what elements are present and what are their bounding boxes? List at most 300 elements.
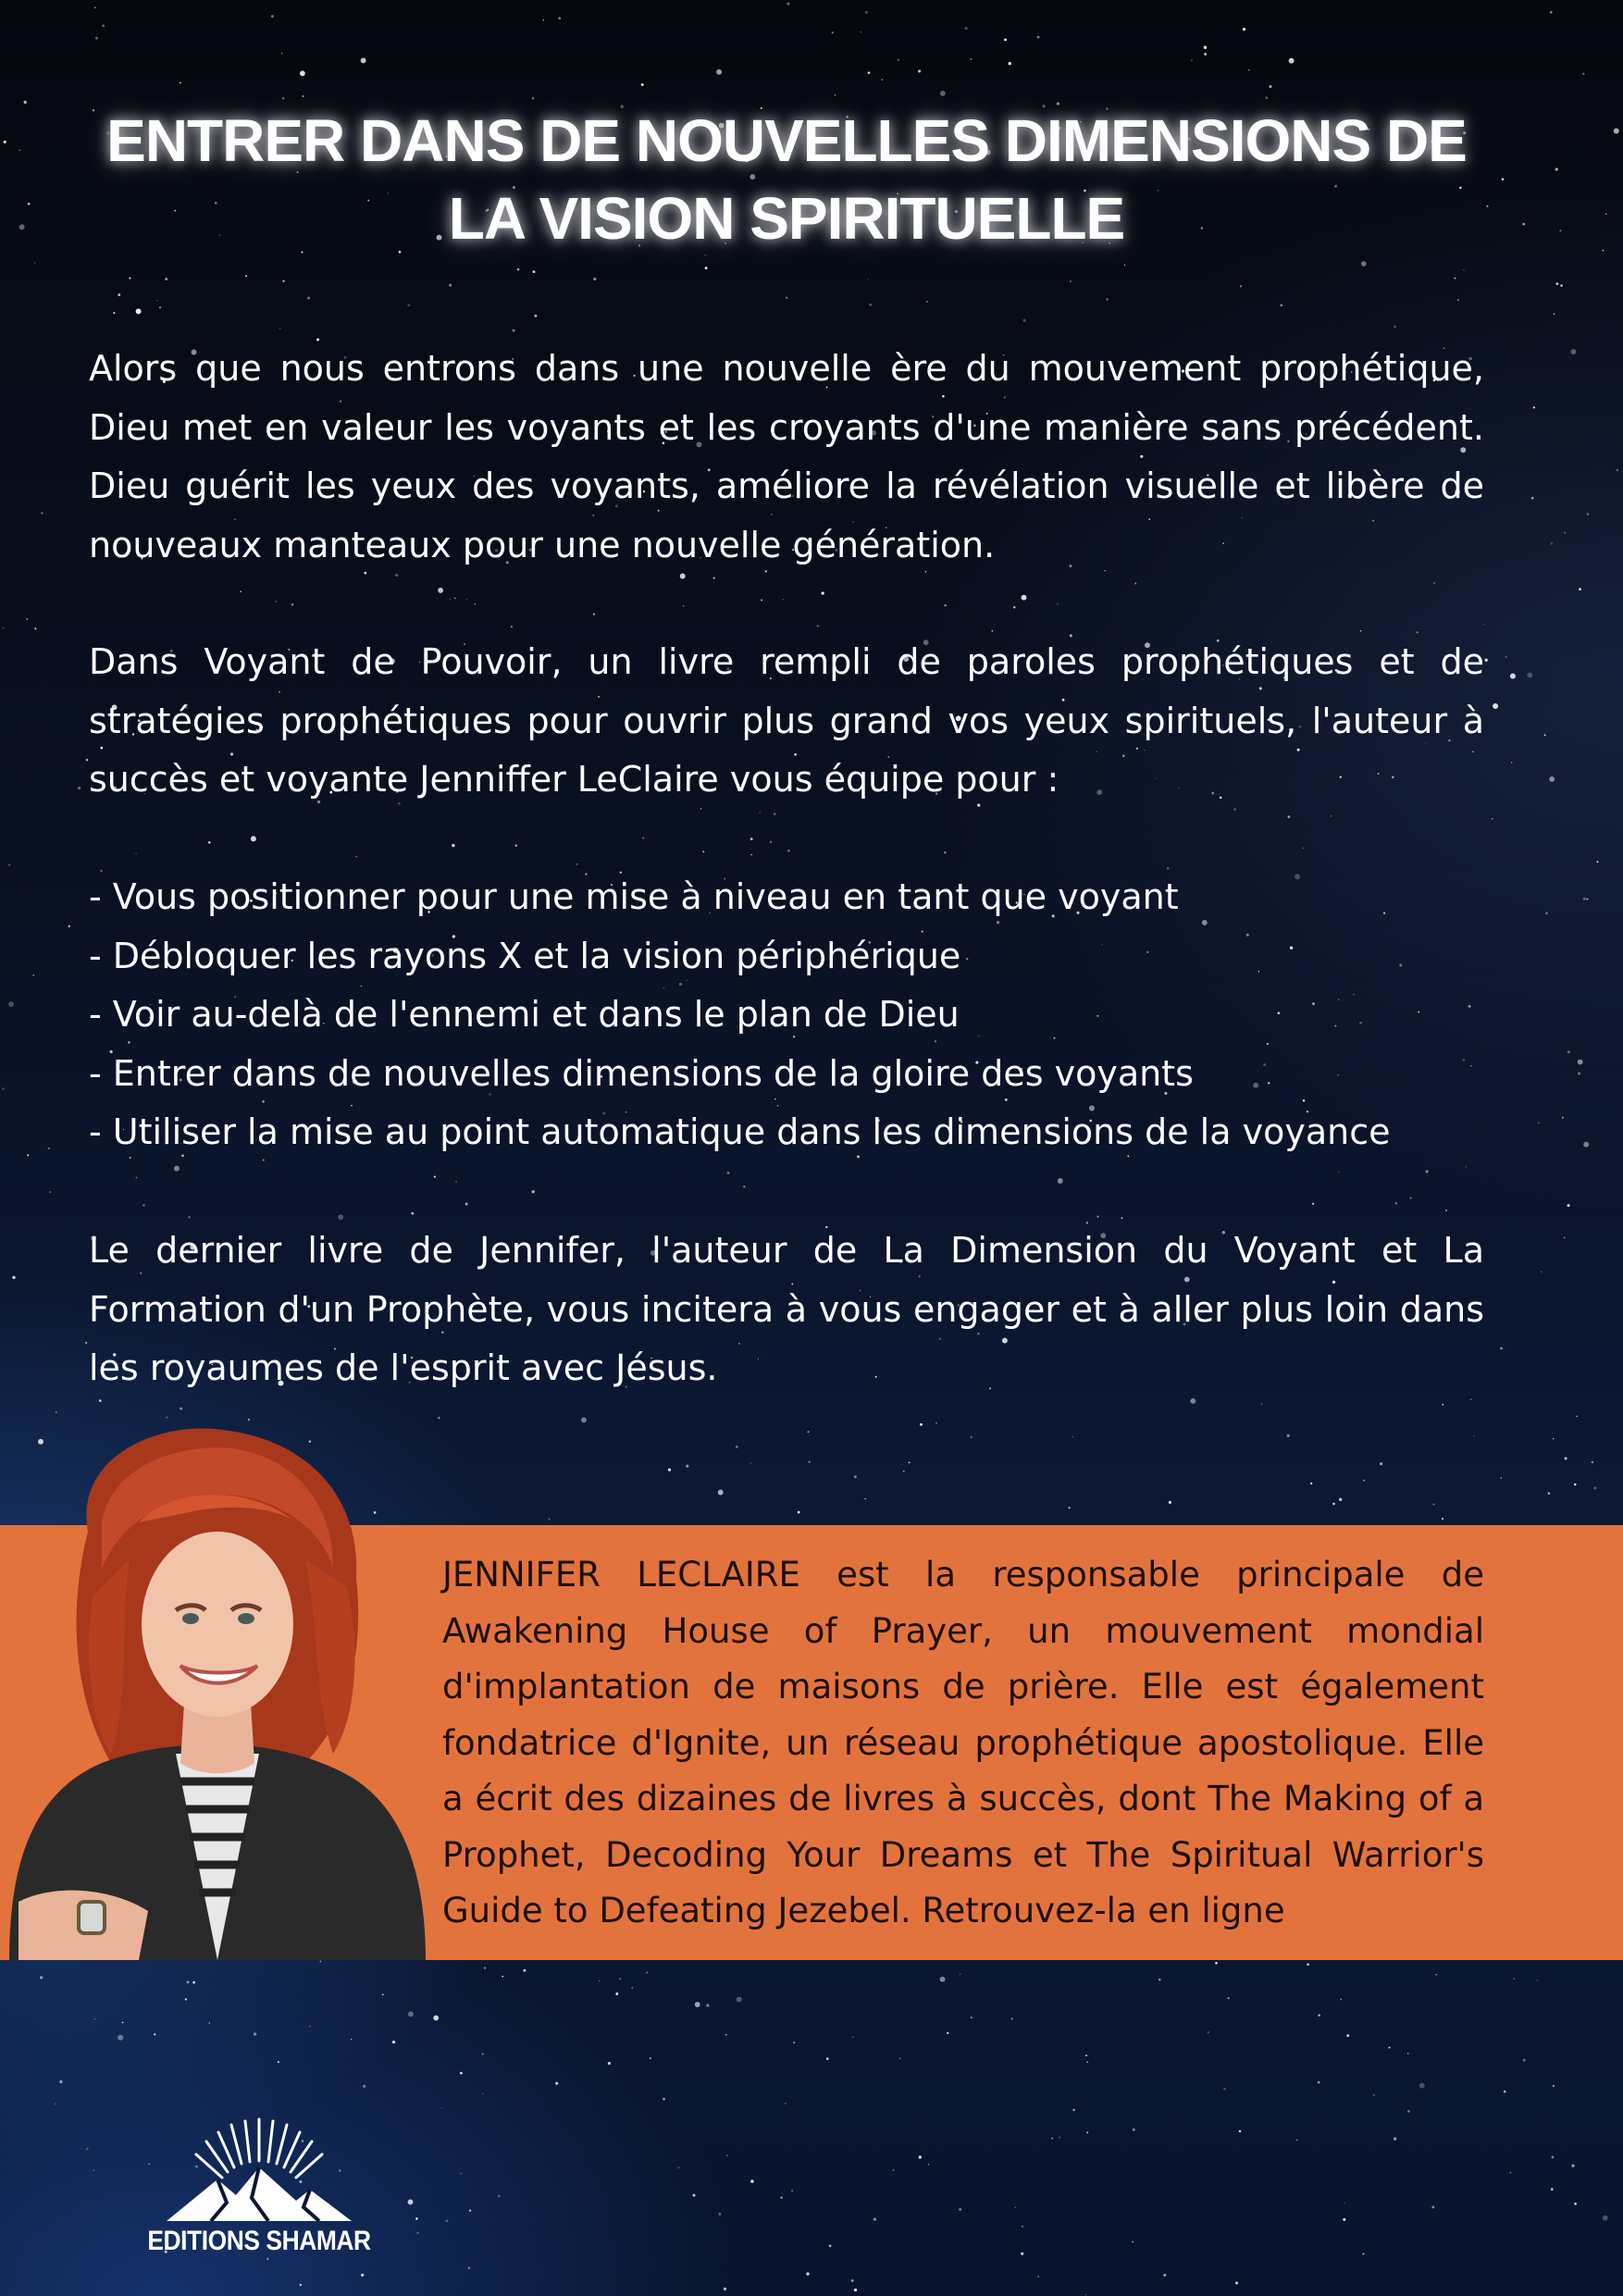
star — [2, 1087, 4, 1089]
star — [438, 588, 443, 593]
star — [1248, 69, 1250, 71]
star — [558, 17, 561, 19]
star — [1318, 2081, 1320, 2084]
star — [1523, 2059, 1526, 2062]
star — [41, 512, 43, 514]
star — [452, 844, 454, 847]
star — [864, 1498, 865, 1499]
star — [416, 2232, 418, 2234]
star — [593, 614, 595, 615]
star — [40, 1976, 43, 1979]
star — [102, 24, 105, 27]
star — [300, 70, 305, 76]
star — [898, 59, 899, 61]
star — [1553, 2085, 1555, 2087]
star — [1544, 734, 1546, 736]
star — [465, 1203, 468, 1206]
star — [513, 329, 515, 332]
benefits-list — [89, 868, 1484, 1162]
star — [1163, 2274, 1166, 2277]
star — [940, 1977, 946, 1982]
star — [1057, 603, 1059, 605]
star — [1235, 2282, 1238, 2285]
star — [94, 2018, 95, 2019]
star — [1085, 2294, 1086, 2295]
star — [702, 850, 704, 852]
star — [780, 2196, 782, 2198]
star — [1457, 299, 1459, 301]
star — [692, 2194, 695, 2197]
star — [1022, 595, 1027, 601]
star — [1265, 96, 1268, 99]
star — [460, 2072, 463, 2075]
star — [180, 1408, 182, 1410]
star — [192, 1981, 195, 1984]
star — [1578, 1060, 1583, 1065]
star — [450, 599, 451, 600]
star — [944, 604, 947, 607]
star — [1021, 2253, 1023, 2255]
star — [1533, 406, 1535, 408]
star — [534, 315, 537, 317]
star — [832, 31, 834, 33]
star — [785, 2103, 786, 2104]
star — [1549, 776, 1555, 782]
star — [1531, 497, 1534, 500]
star — [918, 69, 921, 72]
star — [1545, 912, 1548, 915]
star — [1312, 1203, 1314, 1205]
star — [1593, 1487, 1596, 1490]
star — [1567, 1204, 1570, 1207]
star — [517, 268, 520, 271]
star — [1407, 2053, 1408, 2054]
star — [1442, 1518, 1443, 1520]
star — [1605, 214, 1606, 215]
star — [1433, 582, 1435, 584]
star — [1564, 1237, 1566, 1239]
star — [460, 2173, 462, 2175]
star — [1426, 1170, 1429, 1173]
star — [1554, 313, 1555, 314]
star — [817, 625, 820, 627]
star — [1058, 1178, 1063, 1184]
star — [1240, 285, 1242, 287]
star — [959, 2208, 961, 2211]
star — [725, 2034, 727, 2036]
star — [1037, 2276, 1039, 2277]
star — [502, 1976, 503, 1978]
star — [751, 854, 752, 855]
star — [928, 2164, 929, 2165]
star — [532, 1190, 535, 1193]
star — [245, 275, 247, 277]
star — [759, 812, 761, 813]
star — [1289, 58, 1295, 64]
star — [1363, 1480, 1365, 1482]
star — [970, 58, 972, 60]
star — [1560, 284, 1563, 287]
star — [78, 787, 81, 789]
star — [129, 278, 130, 279]
star — [1510, 674, 1516, 679]
star — [68, 925, 70, 927]
star — [743, 1185, 745, 1187]
star — [1072, 2109, 1075, 2112]
star — [1208, 2031, 1209, 2033]
star — [165, 278, 167, 280]
star — [1555, 168, 1558, 170]
star — [309, 2026, 311, 2028]
star — [1522, 223, 1525, 226]
star — [935, 1422, 936, 1423]
star — [1014, 2207, 1016, 2209]
star — [646, 1972, 648, 1974]
star — [1587, 513, 1590, 515]
star — [1527, 673, 1532, 678]
star — [1410, 1198, 1412, 1199]
star — [1510, 2172, 1512, 2174]
star — [1069, 1507, 1071, 1508]
star — [408, 2011, 414, 2017]
star — [86, 759, 88, 761]
star — [705, 267, 708, 269]
star — [1310, 1483, 1312, 1484]
star — [724, 2288, 726, 2290]
star — [1603, 2215, 1608, 2221]
star — [1124, 265, 1125, 266]
star — [1307, 1963, 1309, 1966]
star — [1407, 2110, 1410, 2113]
star — [599, 1980, 600, 1981]
star — [433, 2016, 439, 2021]
star — [1169, 1501, 1171, 1504]
star — [1158, 1979, 1160, 1980]
star — [1579, 588, 1581, 590]
star — [970, 1436, 973, 1439]
star — [1432, 1503, 1434, 1505]
star — [829, 2244, 832, 2247]
author-portrait — [0, 1421, 435, 1960]
star — [307, 297, 310, 300]
star — [208, 2022, 210, 2024]
star — [1281, 304, 1283, 307]
star — [136, 1177, 138, 1179]
star — [1288, 815, 1291, 818]
star — [822, 591, 824, 594]
star — [1346, 2034, 1349, 2037]
star — [135, 853, 136, 854]
star — [1552, 2156, 1555, 2159]
star — [469, 2209, 471, 2211]
star — [1562, 1117, 1564, 1119]
star — [1574, 1483, 1576, 1485]
star — [1419, 2083, 1425, 2089]
star — [1614, 129, 1619, 134]
star — [727, 1172, 730, 1174]
star — [1363, 2253, 1365, 2255]
star — [593, 278, 596, 280]
star — [718, 1490, 724, 1496]
star — [1287, 1434, 1290, 1437]
star — [532, 97, 534, 99]
star — [3, 627, 5, 629]
star — [1340, 1999, 1342, 2001]
star — [1013, 606, 1016, 609]
star — [1380, 1462, 1382, 1465]
star — [1436, 1974, 1437, 1975]
star — [615, 1992, 618, 1995]
star — [1373, 2094, 1375, 2096]
benefit-item: - Vous positionner pour une mise à niveau en tant que voyant — [89, 876, 1179, 917]
star — [1502, 178, 1505, 180]
star — [49, 1191, 51, 1193]
star — [642, 837, 645, 839]
star — [319, 1960, 321, 1962]
star — [713, 577, 715, 578]
star — [279, 328, 281, 329]
star — [1582, 73, 1584, 75]
star — [95, 37, 98, 40]
star — [251, 836, 256, 841]
star — [1571, 2165, 1574, 2167]
star — [641, 83, 644, 86]
star — [774, 813, 776, 815]
star — [1394, 2137, 1396, 2140]
star — [282, 97, 284, 99]
star — [919, 2155, 922, 2158]
star — [1576, 1416, 1578, 1418]
star — [631, 1987, 633, 1989]
star — [854, 2289, 857, 2291]
star — [1504, 2091, 1506, 2093]
star — [808, 1460, 811, 1463]
star — [1011, 2017, 1013, 2019]
star — [1085, 2054, 1087, 2056]
star — [1296, 2140, 1297, 2141]
star — [1070, 280, 1072, 282]
star — [1501, 1478, 1502, 1479]
star — [484, 1967, 486, 1969]
star — [300, 2284, 302, 2286]
star — [787, 850, 789, 851]
star — [411, 1212, 414, 1215]
star — [1243, 28, 1245, 31]
star — [466, 599, 467, 600]
star — [786, 297, 787, 299]
star — [355, 856, 357, 858]
star — [1096, 1216, 1098, 1218]
star — [363, 2085, 365, 2088]
star — [1567, 1050, 1570, 1053]
star — [26, 618, 28, 620]
star — [86, 2148, 89, 2151]
star — [1570, 349, 1576, 354]
star — [947, 2032, 948, 2034]
star — [1086, 2131, 1088, 2133]
star — [791, 2191, 793, 2192]
star — [94, 6, 96, 8]
star — [482, 2053, 484, 2054]
star — [118, 2035, 123, 2041]
star — [826, 2057, 829, 2060]
star — [608, 2062, 611, 2065]
intro-paragraph: Alors que nous entrons dans une nouvelle ère du mouvement prophétique, Dieu met en valeur les voyants et les croyants d'une manière sans précédent. Dieu guérit les yeux des voyants, améliore la révélation visuelle et libère de nouveaux manteaux pour une nouvelle génération. — [89, 348, 1484, 565]
star — [677, 2166, 679, 2168]
star — [136, 308, 142, 314]
star — [282, 280, 284, 282]
star — [852, 2036, 854, 2038]
star — [899, 2057, 901, 2059]
star — [1072, 1436, 1073, 1437]
star — [99, 1399, 102, 1402]
star — [1004, 38, 1007, 41]
star — [1339, 1498, 1342, 1501]
title-line-2: LA VISION SPIRITUELLE — [448, 185, 1125, 252]
star — [1223, 2088, 1226, 2091]
star — [1086, 2061, 1088, 2063]
star — [8, 1001, 14, 1007]
star — [1574, 2203, 1577, 2205]
star — [1037, 36, 1040, 39]
star — [1473, 1435, 1474, 1436]
star — [716, 69, 722, 75]
star — [726, 2154, 727, 2155]
star — [1270, 85, 1272, 88]
star — [1550, 11, 1553, 14]
star — [382, 1994, 384, 1996]
star — [1603, 250, 1604, 252]
star — [1586, 899, 1588, 900]
star — [34, 627, 36, 629]
star — [4, 141, 6, 143]
star — [920, 1423, 923, 1426]
star — [533, 270, 536, 273]
star — [1493, 703, 1498, 709]
star — [32, 974, 34, 976]
star — [122, 2022, 124, 2024]
star — [1513, 1978, 1515, 1980]
star — [1550, 542, 1553, 545]
star — [187, 1980, 190, 1983]
star — [1023, 319, 1026, 322]
star — [515, 845, 517, 847]
star — [1559, 230, 1561, 232]
star — [668, 1469, 671, 1471]
star — [750, 2179, 753, 2182]
star — [523, 1969, 526, 1972]
star — [869, 304, 872, 306]
star — [271, 15, 274, 18]
star — [446, 2219, 449, 2222]
star — [1500, 1347, 1503, 1350]
star — [56, 1411, 57, 1413]
star — [156, 300, 158, 302]
star — [275, 601, 276, 602]
star — [1583, 898, 1586, 900]
star — [1361, 261, 1367, 267]
star — [1596, 861, 1598, 863]
star — [783, 599, 784, 600]
star — [511, 626, 513, 627]
star — [24, 101, 27, 104]
star — [581, 1417, 587, 1422]
star — [683, 605, 685, 607]
star — [650, 2057, 651, 2059]
star — [59, 2080, 62, 2083]
star — [1106, 298, 1109, 301]
star — [806, 2272, 809, 2275]
star — [12, 1276, 15, 1279]
star — [1483, 624, 1484, 625]
star — [208, 841, 210, 843]
star — [281, 53, 282, 54]
star — [1548, 1492, 1551, 1495]
star — [736, 1446, 738, 1448]
star — [1331, 815, 1332, 816]
star — [663, 2098, 665, 2101]
star — [166, 1417, 167, 1419]
star — [1505, 656, 1507, 658]
star — [1551, 2188, 1554, 2191]
star — [240, 590, 242, 592]
star — [750, 1462, 752, 1464]
star — [361, 2274, 364, 2277]
star — [1556, 282, 1559, 285]
star — [278, 2061, 279, 2063]
star — [188, 1216, 190, 1218]
star — [686, 1465, 688, 1468]
star — [873, 2217, 876, 2220]
star — [865, 11, 868, 14]
star — [1332, 1503, 1335, 1506]
star — [174, 1166, 180, 1172]
star — [1445, 1210, 1447, 1211]
star — [909, 1461, 911, 1463]
star — [1395, 1202, 1397, 1204]
star — [940, 91, 946, 96]
star — [482, 2093, 483, 2094]
star — [793, 2042, 795, 2043]
star — [159, 306, 161, 308]
star — [1485, 659, 1488, 662]
star — [1134, 582, 1136, 584]
star — [392, 2041, 395, 2043]
star — [498, 2195, 501, 2198]
star — [1565, 1458, 1567, 1460]
star — [1121, 1217, 1122, 1219]
star — [1538, 1122, 1540, 1123]
star — [454, 598, 455, 599]
star — [576, 863, 578, 865]
star — [408, 2199, 414, 2204]
star — [555, 2082, 558, 2085]
star — [1511, 762, 1512, 763]
star — [971, 2017, 973, 2018]
star — [113, 312, 115, 314]
benefit-item: - Débloquer les rayons X et la vision périphérique — [89, 935, 961, 976]
star — [27, 1154, 29, 1156]
star — [926, 301, 928, 303]
star — [1389, 2047, 1391, 2049]
star — [180, 82, 181, 84]
star — [1465, 1166, 1467, 1168]
star — [1215, 1962, 1218, 1965]
star — [34, 262, 36, 264]
star — [254, 2032, 256, 2035]
star — [468, 2266, 471, 2269]
star — [434, 1175, 436, 1177]
